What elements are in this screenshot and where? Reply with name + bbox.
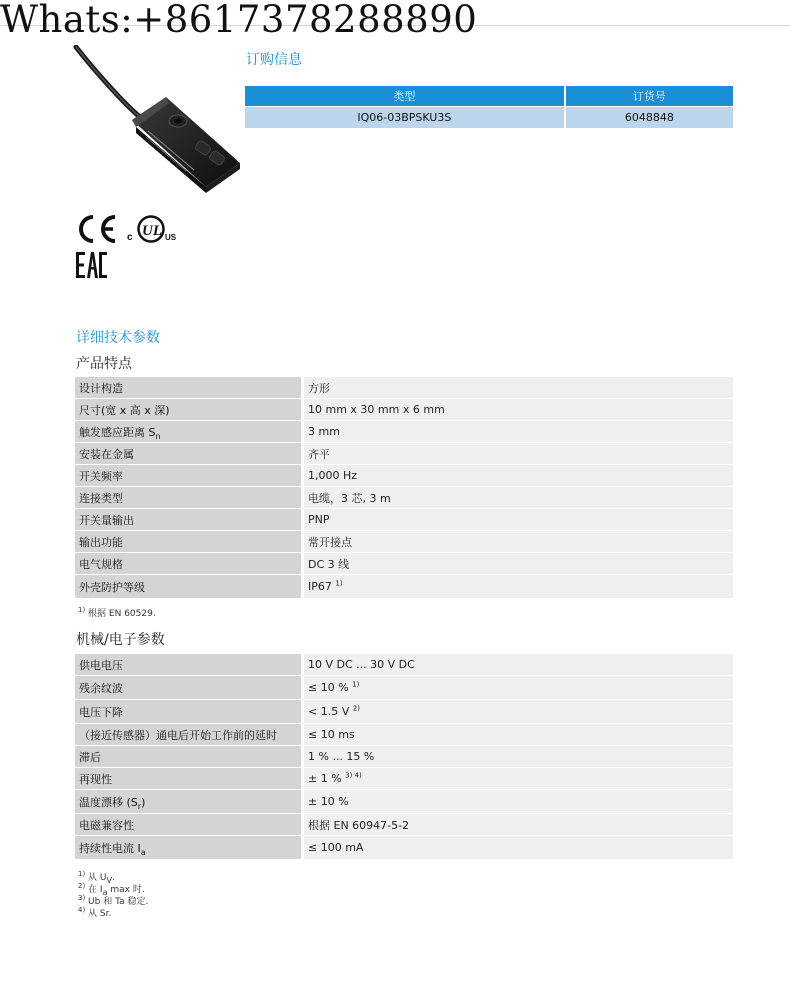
spec-row — [75, 465, 733, 487]
spec-label: 触发感应距离 $S_n$ — [75, 421, 303, 443]
spec-value: 10 V DC ... 30 V DC — [303, 654, 734, 676]
spec-label: 外壳防护等级 — [75, 575, 303, 599]
spec-row — [75, 676, 733, 700]
spec-label: 开关量输出 — [75, 509, 303, 531]
spec-value: 方形 — [303, 377, 734, 399]
spec-label: 供电电压 — [75, 654, 303, 676]
spec-label: 温度漂移 $(S_r)$ — [75, 790, 303, 814]
mech-elec-title: 机械/电子参数 — [76, 632, 165, 648]
spec-value: DC 3 线 — [303, 553, 734, 575]
features-footnote — [78, 608, 156, 620]
order-table — [245, 86, 733, 128]
spec-row — [75, 509, 733, 531]
mech-footnotes — [78, 872, 148, 920]
spec-label: 滞后 — [75, 746, 303, 768]
spec-row — [75, 768, 733, 790]
spec-value: IP67 $^{1)}$ — [303, 575, 734, 599]
spec-value: ≤ 10 ms — [303, 724, 734, 746]
spec-row — [75, 814, 733, 836]
eac-mark-icon — [75, 250, 107, 280]
spec-label: 残余纹波 — [75, 676, 303, 700]
spec-row — [75, 700, 733, 724]
spec-value: 齐平 — [303, 443, 734, 465]
spec-row — [75, 654, 733, 676]
spec-value: ≤ 100 mA — [303, 836, 734, 860]
order-type-value: IQ06-03BPSKU3S — [245, 107, 565, 129]
spec-label: 电压下降 — [75, 700, 303, 724]
spec-value: ≤ 10 % $^{1)}$ — [303, 676, 734, 700]
svg-text:UL: UL — [142, 223, 162, 239]
order-header-part-no: 订货号 — [565, 86, 733, 107]
spec-row — [75, 377, 733, 399]
footnote-number: 1) — [78, 606, 86, 614]
spec-label: （接近传感器）通电后开始工作前的延时 — [75, 724, 303, 746]
mech-elec-table — [75, 654, 733, 860]
spec-value: 1,000 Hz — [303, 465, 734, 487]
spec-row — [75, 724, 733, 746]
features-title: 产品特点 — [76, 356, 132, 372]
spec-label: 开关频率 — [75, 465, 303, 487]
spec-row — [75, 575, 733, 599]
spec-label: 输出功能 — [75, 531, 303, 553]
spec-value: 10 mm x 30 mm x 6 mm — [303, 399, 734, 421]
spec-row — [75, 746, 733, 768]
footnote-line: $^{1)}$ 从 $U_V$. — [78, 870, 115, 885]
spec-row — [75, 553, 733, 575]
spec-label: 安装在金属 — [75, 443, 303, 465]
spec-label: 再现性 — [75, 768, 303, 790]
spec-row — [75, 399, 733, 421]
svg-text:c: c — [127, 232, 133, 243]
order-info-title: 订购信息 — [246, 52, 302, 68]
spec-value: PNP — [303, 509, 734, 531]
spec-row — [75, 487, 733, 509]
spec-label: 连接类型 — [75, 487, 303, 509]
spec-label: 电气规格 — [75, 553, 303, 575]
spec-label: 设计构造 — [75, 377, 303, 399]
spec-value: ± 1 % $^{3) 4)}$ — [303, 768, 734, 790]
product-photo — [70, 45, 245, 195]
footnote-text: 根据 EN 60529. — [85, 609, 156, 619]
spec-value: 3 mm — [303, 421, 734, 443]
order-header-type: 类型 — [245, 86, 565, 107]
spec-label: 持续性电流 $I_a$ — [75, 836, 303, 860]
spec-value: 根据 EN 60947-5-2 — [303, 814, 734, 836]
spec-row — [75, 421, 733, 443]
spec-value: ± 10 % — [303, 790, 734, 814]
footnote-line: $^{3)}$ Ub 和 Ta 稳定. — [78, 894, 149, 907]
ce-mark-icon — [75, 214, 119, 244]
spec-value: 1 % ... 15 % — [303, 746, 734, 768]
order-part-no-value: 6048848 — [565, 107, 733, 129]
spec-label: 尺寸(宽 x 高 x 深) — [75, 399, 303, 421]
footnote-line: $^{4)}$ 从 Sr. — [78, 906, 112, 919]
spec-row — [75, 836, 733, 860]
spec-row — [75, 443, 733, 465]
spec-value: 常开接点 — [303, 531, 734, 553]
tech-details-title: 详细技术参数 — [76, 330, 160, 346]
spec-value: < 1.5 V $^{2)}$ — [303, 700, 734, 724]
cul-us-mark-icon — [127, 212, 179, 246]
footnote-line: $^{2)}$ 在 $I_a$ max 时. — [78, 882, 145, 897]
features-table — [75, 377, 733, 599]
spec-value: 电缆，3 芯, 3 m — [303, 487, 734, 509]
watermark-text: Whats:+8617378288890 — [0, 0, 478, 41]
spec-label: 电磁兼容性 — [75, 814, 303, 836]
spec-row — [75, 531, 733, 553]
spec-row — [75, 790, 733, 814]
svg-text:US: US — [165, 233, 177, 242]
